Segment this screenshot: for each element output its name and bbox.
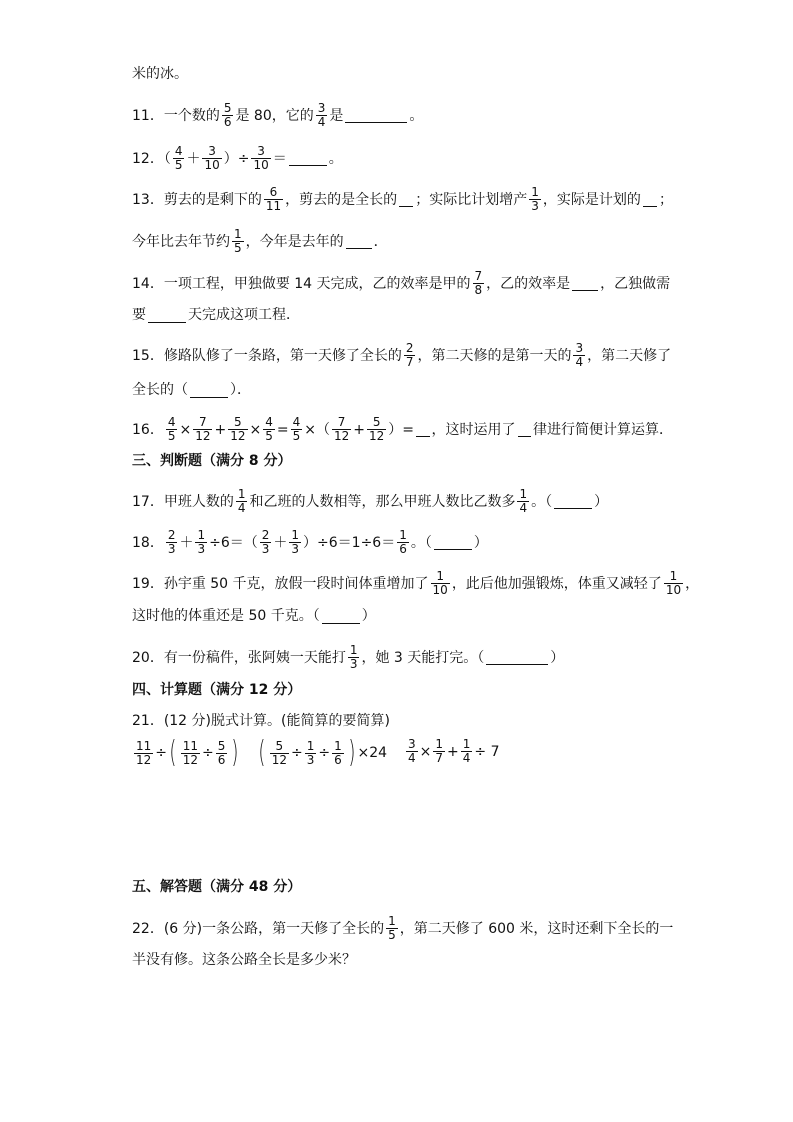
numerator: 5 xyxy=(234,415,242,429)
text: ，第二天修的是第一天的 xyxy=(417,347,572,364)
operator: ＋ xyxy=(186,150,201,167)
denominator: 6 xyxy=(399,542,407,556)
denominator: 7 xyxy=(405,355,414,369)
fraction xyxy=(232,228,244,255)
denominator: 4 xyxy=(237,501,246,515)
fraction xyxy=(367,416,386,443)
denominator: 5 xyxy=(265,429,273,443)
fraction xyxy=(332,416,351,443)
operator: ÷ 7 xyxy=(474,743,500,760)
fraction xyxy=(517,488,529,515)
numerator: 1 xyxy=(234,227,242,241)
text: 律进行简便计算运算． xyxy=(532,421,673,438)
text: ，她 3 天能打完。（ xyxy=(361,649,485,666)
numerator: 3 xyxy=(575,341,584,355)
operator: ÷ xyxy=(202,745,214,761)
denominator: 12 xyxy=(369,429,385,443)
answer-blank[interactable] xyxy=(518,422,531,437)
numerator: 1 xyxy=(306,738,315,753)
numerator: 4 xyxy=(167,415,176,429)
left-paren: ( xyxy=(169,735,177,770)
denominator: 12 xyxy=(195,429,211,443)
numerator: 5 xyxy=(372,415,381,429)
operator: ＋ xyxy=(179,534,194,551)
denominator: 10 xyxy=(665,583,682,597)
fraction xyxy=(664,570,683,597)
operator: ＋ xyxy=(273,534,288,551)
fraction xyxy=(134,740,153,767)
numerator: 1 xyxy=(349,643,358,657)
denominator: 3 xyxy=(291,542,300,556)
question-21 xyxy=(132,711,673,731)
text: ÷6＝（ xyxy=(209,534,258,551)
expression-2 xyxy=(256,735,388,770)
text: 11．一个数的 xyxy=(132,107,220,124)
numerator: 2 xyxy=(167,528,176,542)
text: ） xyxy=(594,493,609,510)
numerator: 3 xyxy=(208,144,216,158)
text: 今年比去年节约 xyxy=(132,233,230,250)
question-20 xyxy=(132,644,673,671)
text: ，乙独做需 xyxy=(600,275,671,292)
answer-blank[interactable] xyxy=(434,535,472,550)
denominator: 10 xyxy=(253,158,269,172)
fraction xyxy=(289,529,301,556)
denominator: 10 xyxy=(204,158,220,172)
text: ）÷ xyxy=(223,150,250,167)
numerator: 11 xyxy=(182,738,199,753)
text: ） xyxy=(473,534,488,551)
text: 。（ xyxy=(531,493,553,510)
text: 是 xyxy=(329,107,344,124)
operator: ＝ xyxy=(272,150,287,167)
operator: + xyxy=(353,421,365,438)
answer-blank[interactable] xyxy=(416,422,429,437)
fraction xyxy=(264,186,283,213)
question-12 xyxy=(132,145,673,172)
operator: ÷ xyxy=(318,745,331,761)
numerator: 7 xyxy=(337,415,346,429)
text: 米的冰。 xyxy=(132,66,188,82)
denominator: 8 xyxy=(474,283,483,297)
answer-blank[interactable] xyxy=(345,108,407,123)
text: ，第二天修了 xyxy=(587,347,672,364)
denominator: 3 xyxy=(306,752,315,767)
denominator: 6 xyxy=(223,115,232,129)
text: 13．剪去的是剩下的 xyxy=(132,191,262,208)
text: ） xyxy=(550,649,565,666)
expression-1 xyxy=(132,735,241,770)
answer-blank[interactable] xyxy=(554,494,592,509)
answer-blank[interactable] xyxy=(346,234,372,249)
denominator: 5 xyxy=(167,429,176,443)
section-heading xyxy=(132,877,673,897)
fraction xyxy=(202,145,221,172)
text: ，剪去的是全长的 xyxy=(285,191,398,208)
numerator: 1 xyxy=(291,528,300,542)
text: 半没有修。这条公路全长是多少米？ xyxy=(132,952,356,968)
numerator: 1 xyxy=(462,737,471,751)
right-paren: ) xyxy=(231,735,239,770)
answer-blank[interactable] xyxy=(190,383,228,398)
operator: ×24 xyxy=(357,745,388,761)
question-15-cont xyxy=(132,380,673,400)
fraction xyxy=(291,416,303,443)
question-14 xyxy=(132,270,673,297)
numerator: 3 xyxy=(408,737,416,751)
question-16 xyxy=(132,416,673,443)
heading-text: 四、计算题（满分 12 分） xyxy=(132,682,302,698)
fraction xyxy=(270,740,289,767)
fraction xyxy=(251,145,270,172)
denominator: 12 xyxy=(136,752,152,767)
denominator: 5 xyxy=(174,158,183,172)
text: ； xyxy=(659,191,673,208)
expression-3 xyxy=(404,738,499,765)
text: ）÷6＝1÷6＝ xyxy=(303,534,396,551)
heading-text: 三、判断题（满分 8 分） xyxy=(132,453,292,469)
fraction xyxy=(166,416,178,443)
numerator: 3 xyxy=(257,144,265,158)
fraction xyxy=(473,270,485,297)
denominator: 3 xyxy=(531,199,539,213)
text: 22．(6 分)一条公路，第一天修了全长的 xyxy=(132,920,385,937)
answer-blank[interactable] xyxy=(289,151,327,166)
fraction xyxy=(348,644,360,671)
answer-blank[interactable] xyxy=(322,609,360,624)
section-heading xyxy=(132,680,673,700)
text: 。 xyxy=(409,107,424,124)
fraction xyxy=(260,529,272,556)
question-17 xyxy=(132,488,673,515)
denominator: 4 xyxy=(408,751,416,765)
numerator: 4 xyxy=(292,415,301,429)
fraction xyxy=(195,529,207,556)
denominator: 3 xyxy=(349,657,358,671)
denominator: 4 xyxy=(317,115,326,129)
denominator: 4 xyxy=(575,355,584,369)
operator: + xyxy=(447,743,459,760)
fraction xyxy=(386,915,398,942)
operator: × xyxy=(419,743,432,760)
text: 是 80，它的 xyxy=(235,107,314,124)
denominator: 3 xyxy=(167,542,176,556)
question-22 xyxy=(132,915,673,942)
numerator: 1 xyxy=(436,569,444,583)
text: ）= xyxy=(388,421,415,438)
text: ）． xyxy=(230,382,251,398)
question-13-cont xyxy=(132,228,673,255)
fraction xyxy=(529,186,541,213)
fraction xyxy=(173,145,185,172)
question-15 xyxy=(132,342,673,369)
fraction xyxy=(193,416,212,443)
text: ，乙的效率是 xyxy=(486,275,571,292)
text: 14．一项工程，甲独做要 14 天完成，乙的效率是甲的 xyxy=(132,275,471,292)
fraction xyxy=(305,740,317,767)
numerator: 7 xyxy=(199,415,207,429)
operator: × xyxy=(179,421,192,438)
numerator: 4 xyxy=(174,144,183,158)
numerator: 6 xyxy=(269,185,278,199)
question-11 xyxy=(132,102,673,129)
operator: = xyxy=(276,421,289,438)
text: ） xyxy=(361,608,376,624)
question-14-cont xyxy=(132,305,673,325)
text: ，此后他加强锻炼，体重又减轻了 xyxy=(451,575,662,592)
numerator: 7 xyxy=(474,269,483,283)
operator: + xyxy=(214,421,227,438)
question-18 xyxy=(132,529,673,556)
question-13 xyxy=(132,186,673,213)
denominator: 5 xyxy=(388,928,396,942)
fraction xyxy=(397,529,409,556)
denominator: 5 xyxy=(234,241,242,255)
text: 要 xyxy=(132,307,146,323)
section-heading xyxy=(132,451,673,471)
question-19 xyxy=(132,569,700,597)
text: ， xyxy=(685,575,700,592)
text: ． xyxy=(373,233,388,250)
text: 17．甲班人数的 xyxy=(132,493,234,510)
fraction xyxy=(216,740,228,767)
denominator: 7 xyxy=(435,751,444,765)
left-paren: ( xyxy=(258,735,266,770)
numerator: 5 xyxy=(275,738,284,753)
denominator: 3 xyxy=(261,542,270,556)
numerator: 1 xyxy=(197,528,206,542)
fraction xyxy=(433,738,445,765)
denominator: 11 xyxy=(265,199,282,213)
fraction xyxy=(166,529,178,556)
text: 。（ xyxy=(410,534,432,551)
denominator: 12 xyxy=(333,429,350,443)
text: 21．(12 分)脱式计算。(能简算的要简算) xyxy=(132,713,390,729)
answer-blank[interactable] xyxy=(148,308,186,323)
question-22-cont xyxy=(132,950,673,970)
fraction xyxy=(431,570,450,597)
text: ，这时运用了 xyxy=(431,421,516,438)
numerator: 1 xyxy=(399,528,407,542)
numerator: 5 xyxy=(223,101,232,115)
numerator: 1 xyxy=(237,487,246,501)
fraction xyxy=(461,738,473,765)
denominator: 12 xyxy=(230,429,246,443)
numerator: 1 xyxy=(388,914,396,928)
text: 18． xyxy=(132,534,164,551)
denominator: 4 xyxy=(462,751,471,765)
operator: ÷ xyxy=(155,745,168,761)
text: ；实际比计划增产 xyxy=(415,191,528,208)
numerator: 1 xyxy=(334,738,342,753)
numerator: 2 xyxy=(261,528,270,542)
denominator: 4 xyxy=(519,501,528,515)
denominator: 10 xyxy=(432,583,448,597)
text: 。 xyxy=(328,150,343,167)
question-19-cont xyxy=(132,606,673,626)
text: ，今年是去年的 xyxy=(245,233,344,250)
fraction xyxy=(406,738,418,765)
heading-text: 五、解答题（满分 48 分） xyxy=(132,879,302,895)
text: 20．有一份稿件，张阿姨一天能打 xyxy=(132,649,346,666)
text: ，实际是计划的 xyxy=(542,191,641,208)
numerator: 3 xyxy=(317,101,326,115)
denominator: 12 xyxy=(182,752,199,767)
denominator: 6 xyxy=(217,752,226,767)
fraction xyxy=(316,102,328,129)
numerator: 1 xyxy=(435,737,444,751)
right-paren: ) xyxy=(348,735,356,770)
text: 16． xyxy=(132,421,164,438)
text: 和乙班的人数相等，那么甲班人数比乙数多 xyxy=(249,493,516,510)
fraction xyxy=(404,342,416,369)
denominator: 6 xyxy=(334,752,342,767)
text: 天完成这项工程． xyxy=(188,307,300,323)
operator: ×（ xyxy=(304,421,330,438)
text: 12．（ xyxy=(132,150,171,167)
answer-blank[interactable] xyxy=(643,192,657,207)
text: 19．孙宇重 50 千克，放假一段时间体重增加了 xyxy=(132,575,429,592)
numerator: 1 xyxy=(669,569,678,583)
numerator: 11 xyxy=(136,738,152,753)
answer-blank[interactable] xyxy=(572,276,598,291)
line-continuation xyxy=(132,64,673,84)
operator: ÷ xyxy=(291,745,303,761)
denominator: 3 xyxy=(197,542,206,556)
answer-blank[interactable] xyxy=(399,192,413,207)
fraction xyxy=(222,102,234,129)
numerator: 5 xyxy=(217,738,226,753)
fraction xyxy=(263,416,275,443)
denominator: 5 xyxy=(292,429,301,443)
fraction xyxy=(236,488,248,515)
text: 这时他的体重还是 50 千克。（ xyxy=(132,608,320,624)
numerator: 4 xyxy=(265,415,273,429)
fraction xyxy=(573,342,585,369)
fraction xyxy=(181,740,200,767)
fraction xyxy=(332,740,344,767)
text: 15．修路队修了一条路，第一天修了全长的 xyxy=(132,347,402,364)
denominator: 12 xyxy=(271,752,287,767)
answer-blank[interactable] xyxy=(486,650,548,665)
operator: × xyxy=(249,421,262,438)
text: 全长的（ xyxy=(132,382,188,398)
fraction xyxy=(228,416,247,443)
numerator: 1 xyxy=(519,487,528,501)
text: ，第二天修了 600 米，这时还剩下全长的一 xyxy=(399,920,674,937)
numerator: 2 xyxy=(405,341,414,355)
numerator: 1 xyxy=(531,185,539,199)
